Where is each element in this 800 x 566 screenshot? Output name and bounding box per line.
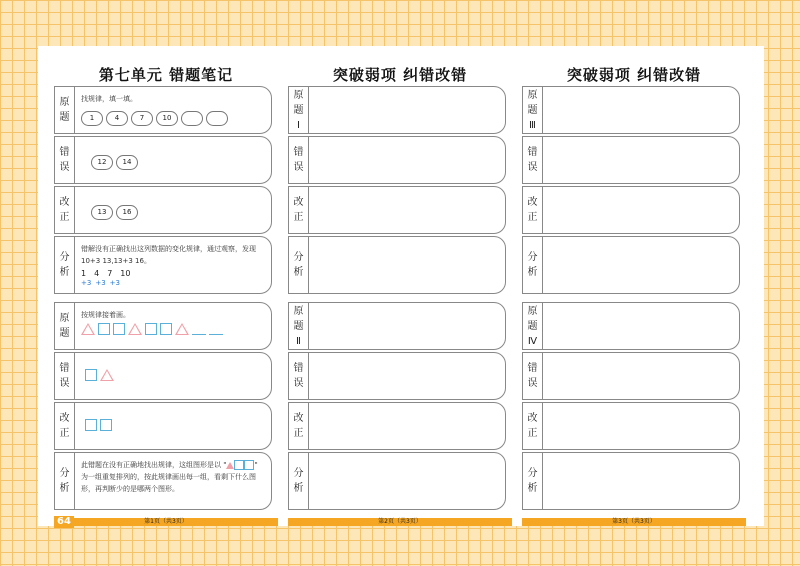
column-2 (288, 46, 512, 526)
triangle-shape (226, 462, 234, 469)
square-shape (85, 369, 97, 381)
page-footer: 64 第1页（共3页） (54, 518, 278, 526)
question-text: 找规律，填一填。 (81, 95, 137, 103)
page-footer: 第2页（共3页） (288, 518, 512, 526)
square-shape (244, 460, 254, 470)
column-title: 突破弱项 纠错改错 (566, 66, 702, 84)
analysis-cell[interactable]: 分 析 (522, 452, 740, 510)
note-block-2 (288, 302, 512, 512)
answer-blank[interactable] (209, 324, 223, 335)
triangle-shape (81, 323, 95, 335)
cloud-number: 16 (116, 205, 138, 220)
wrong-answer-cell[interactable]: 错 误 (522, 352, 740, 400)
correction-cell[interactable]: 改 正 (288, 402, 506, 450)
correction-cell[interactable]: 改 正 (522, 186, 740, 234)
cloud-number: 10 (156, 111, 178, 126)
wrong-answer-cell[interactable]: 错 误 12 14 (54, 136, 272, 184)
cloud-blank[interactable] (206, 111, 228, 126)
question-text: 按规律接着画。 (81, 311, 130, 319)
wrong-answer-cell[interactable]: 错 误 (54, 352, 272, 400)
correction-cell[interactable]: 改 正 (54, 402, 272, 450)
number-clouds (81, 111, 261, 126)
cloud-number: 7 (131, 111, 153, 126)
note-block-1 (288, 86, 512, 296)
square-shape (160, 323, 172, 335)
square-shape (234, 460, 244, 470)
analysis-cell[interactable]: 分 析 (288, 452, 506, 510)
original-question-cell[interactable]: 原 题 按规律接着画。 (54, 302, 272, 350)
original-question-cell[interactable]: 原 题 Ⅲ (522, 86, 740, 134)
wrong-answer-cell[interactable]: 错 误 (288, 136, 506, 184)
square-shape (100, 419, 112, 431)
square-shape (85, 419, 97, 431)
analysis-cell[interactable]: 分 析 错解没有正确找出这列数据的变化规律，通过观察，发现 10+3 13,13+3 16。 1 4 7 10 +3 +3 +3 (54, 236, 272, 294)
column-title: 突破弱项 纠错改错 (332, 66, 468, 84)
triangle-shape (128, 323, 142, 335)
worksheet-paper (38, 46, 764, 526)
number-sequence: 1 4 7 10 +3 +3 +3 (81, 269, 131, 287)
triangle-shape (100, 369, 114, 381)
column-3 (522, 46, 746, 526)
note-block-2 (54, 302, 278, 512)
correction-cell[interactable]: 改 正 (288, 186, 506, 234)
triangle-shape (175, 323, 189, 335)
correction-cell[interactable]: 改 正 13 16 (54, 186, 272, 234)
analysis-cell[interactable]: 分 析 (522, 236, 740, 294)
original-question-cell[interactable]: 原 题 Ⅰ (288, 86, 506, 134)
analysis-cell[interactable]: 分 析 此错题在没有正确地找出规律，这组图形是以 " " 为一组重复排列的，按此规律画出每一组，看剩下什么图形，再判断少的是哪两个图形。 (54, 452, 272, 510)
page-number: 64 (54, 516, 74, 528)
wrong-answer-cell[interactable]: 错 误 (522, 136, 740, 184)
correction-cell[interactable]: 改 正 (522, 402, 740, 450)
cloud-number: 4 (106, 111, 128, 126)
square-shape (145, 323, 157, 335)
cloud-blank[interactable] (181, 111, 203, 126)
cloud-number: 13 (91, 205, 113, 220)
page-footer: 第3页（共3页） (522, 518, 746, 526)
wrong-answer-cell[interactable]: 错 误 (288, 352, 506, 400)
analysis-text: 错解没有正确找出这列数据的变化规律，通过观察，发现 10+3 13,13+3 16。 (81, 245, 256, 265)
analysis-text: 此错题在没有正确地找出规律，这组图形是以 " " 为一组重复排列的，按此规律画出每一组，看剩下什么图形，再判断少的是哪两个图形。 (81, 461, 258, 493)
square-shape (113, 323, 125, 335)
note-block-1 (54, 86, 278, 296)
cloud-number: 12 (91, 155, 113, 170)
cloud-number: 1 (81, 111, 103, 126)
note-block-1 (522, 86, 746, 296)
note-block-2 (522, 302, 746, 512)
original-question-cell[interactable]: 原 题 Ⅱ (288, 302, 506, 350)
original-question-cell[interactable]: 原 题 找规律，填一填。 1 4 7 10 (54, 86, 272, 134)
column-title: 第七单元 错题笔记 (98, 66, 234, 84)
cloud-number: 14 (116, 155, 138, 170)
analysis-cell[interactable]: 分 析 (288, 236, 506, 294)
answer-blank[interactable] (192, 324, 206, 335)
column-1 (54, 46, 278, 526)
original-question-cell[interactable]: 原 题 Ⅳ (522, 302, 740, 350)
square-shape (98, 323, 110, 335)
shape-sequence (81, 323, 261, 335)
